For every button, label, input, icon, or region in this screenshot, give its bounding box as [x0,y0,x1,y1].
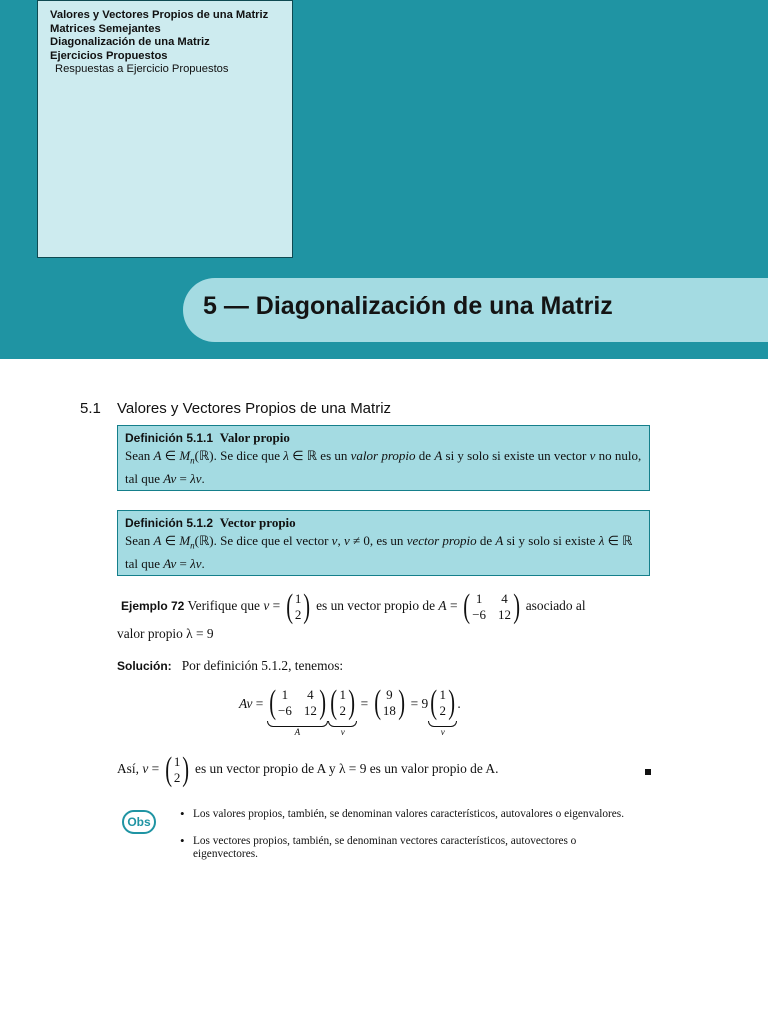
example-statement: Ejemplo 72 Verifique que v = ( 1 2 ) es un vector propio de A = ( 1 4 −6 12 ) asociado al [121,588,586,625]
definition-name: Vector propio [219,515,296,530]
definition-heading [125,429,642,447]
example-label: Ejemplo 72 [121,599,185,614]
example-end: asociado al [525,598,586,614]
example-line2: valor propio λ = 9 [117,626,214,641]
qed-square-icon [645,769,651,775]
toc-item[interactable]: Diagonalización de una Matriz [50,36,210,49]
solution [117,658,343,674]
definition-label: Definición 5.1.1 [125,431,214,445]
chapter-title: 5 — Diagonalización de una Matriz [203,292,613,320]
vector-v-braced: ( 1 2 ) v [328,686,357,737]
definition-box-valor-propio [117,425,650,491]
conclusion-text: es un vector propio de A y λ = 9 es un valor propio de A. [195,761,499,777]
definition-name: Valor propio [219,430,290,445]
vector-v: ( 1 2 ) [164,751,190,788]
definition-box-vector-propio [117,510,650,576]
equation: Av = ( 1 4 −6 12 ) A ( 1 2 ) v = ( 9 18 ) = 9 ( 1 2 ) v . [239,684,461,737]
solution-label: Solución: [117,659,172,673]
section-heading [80,400,391,417]
obs-list [180,808,630,875]
definition-text: Sean A ∈ $M_n(ℝ)$. Se dice que λ ∈ ℝ es un valor propio de A si y solo si existe un vector v no nulo, tal que Av = λv. [125,448,642,486]
toc-item[interactable]: Valores y Vectores Propios de una Matriz [50,9,269,21]
table-of-contents [37,0,293,258]
toc-item[interactable]: Respuestas a Ejercicio Propuestos [55,63,229,76]
example-verify: Verifique que [187,598,260,614]
result-vector: ( 9 18 ) [373,684,405,721]
definition-heading [125,514,642,532]
definition-text: Sean A ∈ $M_n(ℝ)$. Se dice que el vector v, v ≠ 0, es un vector propio de A si y solo si existe λ ∈ ℝ tal que Av = λv. [125,533,633,571]
definition-label: Definición 5.1.2 [125,516,214,530]
obs-badge: Obs [122,810,156,834]
vector-v: ( 1 2 ) [285,588,311,625]
matrix-a: ( 1 4 −6 12 ) [463,588,521,625]
vector-v-braced: ( 1 2 ) v [428,686,457,737]
solution-text: Por definición 5.1.2, tenemos: [181,658,344,673]
list-item: • Los valores propios, también, se denominan valores característicos, autovalores o eigenvalores. [180,808,630,822]
toc-item[interactable]: Ejercicios Propuestos [50,49,168,62]
conclusion: Así, v = ( 1 2 ) es un vector propio de A y λ = 9 es un valor propio de A. [117,751,499,788]
chapter-title-banner [183,278,768,342]
toc-item[interactable]: Matrices Semejantes [50,22,161,35]
section-number: 5.1 [80,400,101,417]
conclusion-prefix: Así, [117,761,139,777]
matrix-a-braced: ( 1 4 −6 12 ) A [267,686,329,737]
example-middle: es un vector propio de [316,598,436,614]
list-item: • Los vectores propios, también, se denominan vectores característicos, autovectores o eigenvectores. [180,835,630,862]
chapter-header-band [0,0,768,359]
section-title: Valores y Vectores Propios de una Matriz [117,400,392,417]
